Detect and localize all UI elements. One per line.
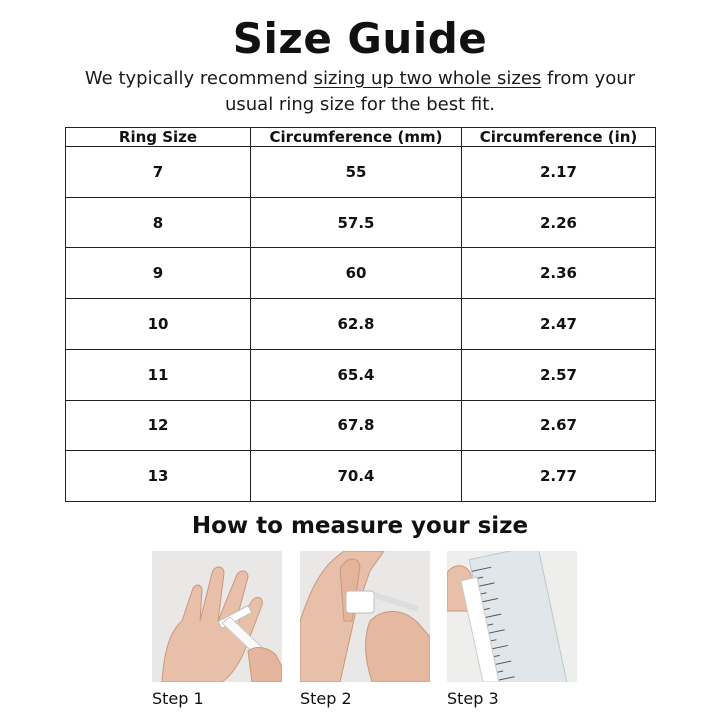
table-row — [66, 248, 656, 299]
header-circumference-mm: Circumference (mm) — [251, 128, 462, 147]
table-row — [66, 147, 656, 198]
step-2 — [300, 551, 430, 708]
cell-circumference-in: 2.47 — [462, 299, 656, 350]
subtitle — [60, 66, 660, 118]
cell-circumference-in: 2.26 — [462, 197, 656, 248]
cell-circumference-in: 2.17 — [462, 147, 656, 198]
hand-wrap-strip-image — [152, 551, 282, 682]
mark-strip-image — [300, 551, 430, 682]
table-row — [66, 400, 656, 451]
header-circumference-in: Circumference (in) — [462, 128, 656, 147]
step-2-photo — [300, 551, 430, 682]
ruler-measure-image — [447, 551, 577, 682]
cell-circumference-mm: 65.4 — [251, 349, 462, 400]
cell-ring-size: 9 — [66, 248, 251, 299]
table-row — [66, 299, 656, 350]
subtitle-text-before: We typically recommend — [84, 68, 314, 89]
cell-circumference-in: 2.77 — [462, 451, 656, 502]
table-row — [66, 197, 656, 248]
step-3 — [447, 551, 577, 708]
cell-circumference-mm: 70.4 — [251, 451, 462, 502]
cell-circumference-in: 2.36 — [462, 248, 656, 299]
step-1 — [152, 551, 282, 708]
cell-ring-size: 7 — [66, 147, 251, 198]
cell-circumference-mm: 62.8 — [251, 299, 462, 350]
subtitle-text-after: from your usual ring size for the best fit. — [224, 68, 636, 115]
cell-ring-size: 10 — [66, 299, 251, 350]
subtitle-highlight: sizing up two whole sizes — [313, 68, 542, 89]
cell-circumference-mm: 67.8 — [251, 400, 462, 451]
table-header-row — [66, 128, 656, 147]
table-row — [66, 349, 656, 400]
step-2-label: Step 2 — [300, 689, 352, 708]
step-3-photo — [447, 551, 577, 682]
cell-ring-size: 11 — [66, 349, 251, 400]
cell-circumference-mm: 55 — [251, 147, 462, 198]
cell-ring-size: 13 — [66, 451, 251, 502]
cell-circumference-in: 2.57 — [462, 349, 656, 400]
cell-ring-size: 12 — [66, 400, 251, 451]
step-1-photo — [152, 551, 282, 682]
table-row — [66, 451, 656, 502]
cell-circumference-mm: 57.5 — [251, 197, 462, 248]
page-title: Size Guide — [232, 14, 488, 63]
cell-ring-size: 8 — [66, 197, 251, 248]
measure-section-title: How to measure your size — [191, 513, 529, 539]
cell-circumference-in: 2.67 — [462, 400, 656, 451]
size-table — [65, 127, 656, 502]
step-3-label: Step 3 — [447, 689, 499, 708]
step-1-label: Step 1 — [152, 689, 204, 708]
cell-circumference-mm: 60 — [251, 248, 462, 299]
header-ring-size: Ring Size — [66, 128, 251, 147]
